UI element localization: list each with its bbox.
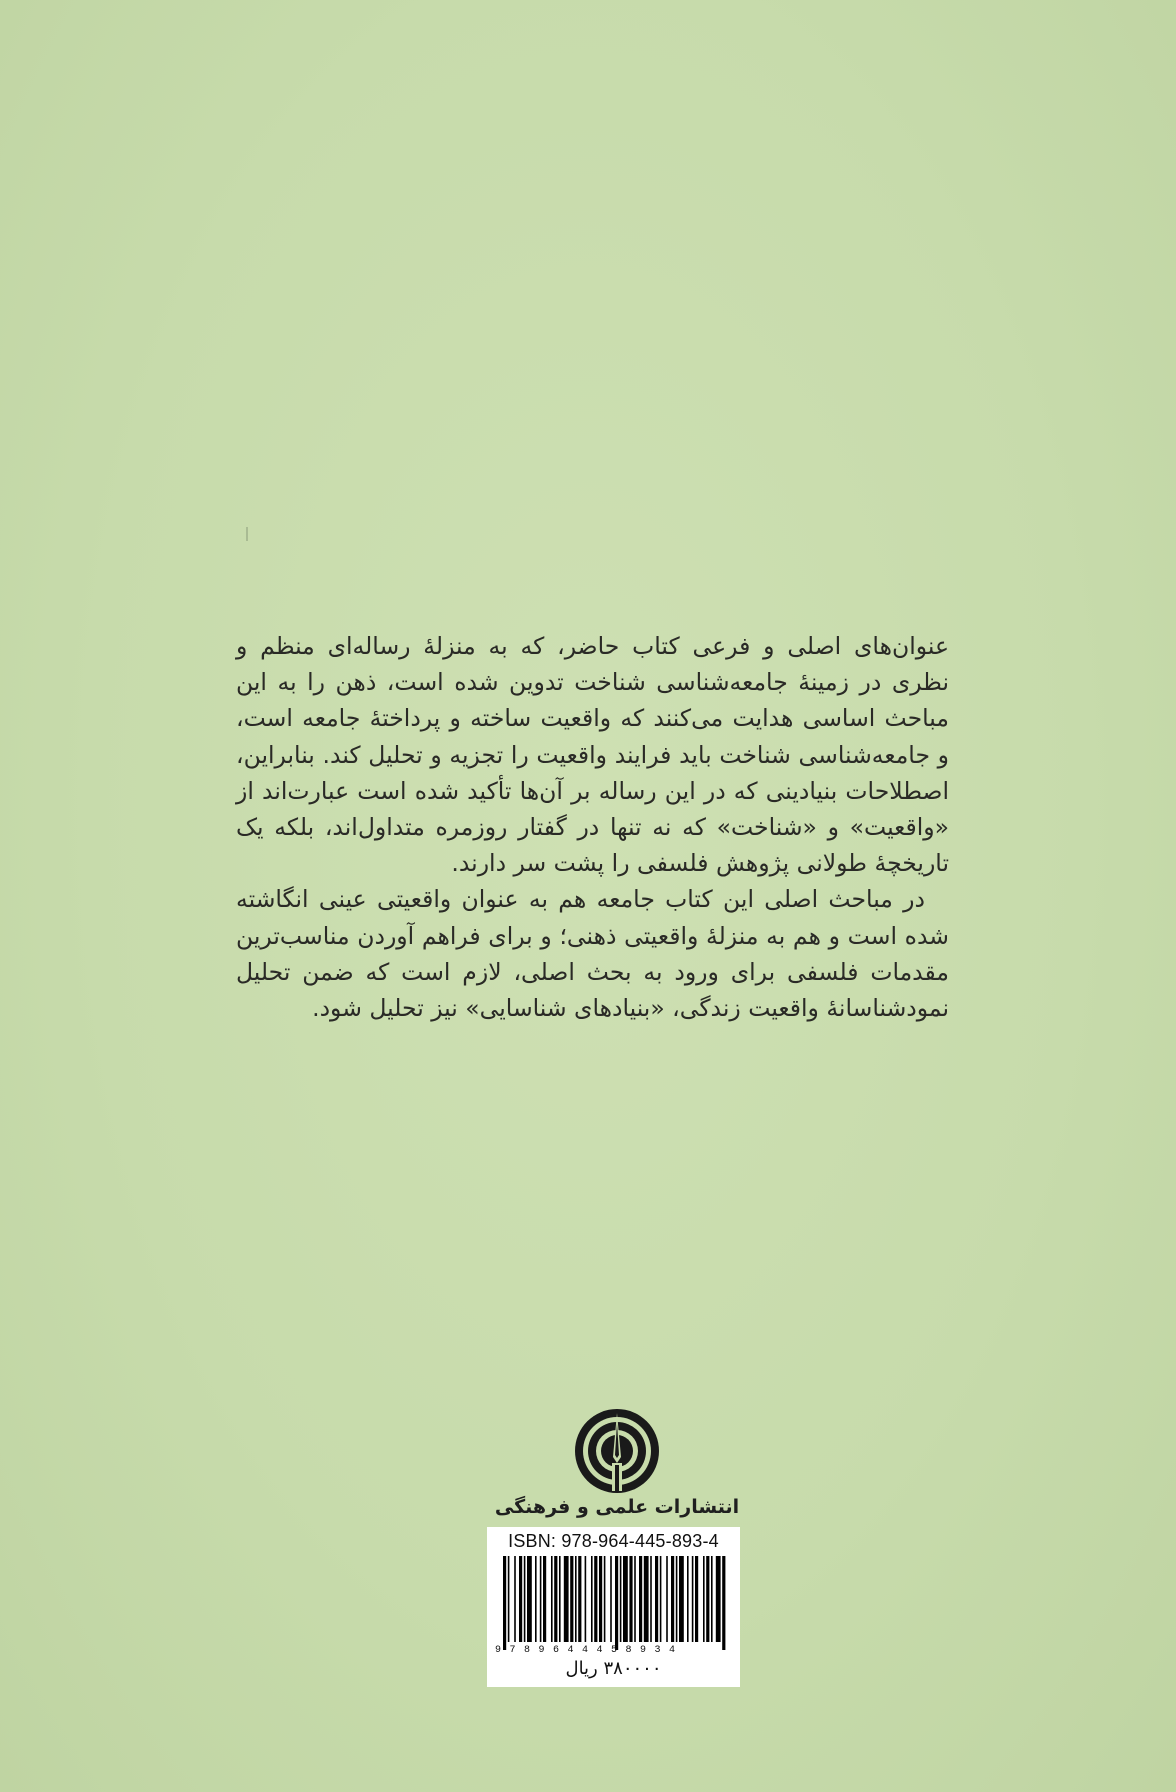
isbn-text: ISBN: 978-964-445-893-4 bbox=[508, 1531, 719, 1551]
barcode-bar bbox=[660, 1556, 662, 1642]
barcode-bar bbox=[716, 1556, 721, 1642]
blurb-text bbox=[236, 628, 949, 1026]
barcode-bar bbox=[599, 1556, 602, 1642]
barcode-bar bbox=[564, 1556, 569, 1642]
barcode-bar bbox=[527, 1556, 532, 1642]
publisher-logo-icon bbox=[573, 1407, 661, 1495]
barcode-bar bbox=[687, 1556, 689, 1642]
barcode-bar bbox=[524, 1556, 526, 1642]
barcode-bar bbox=[535, 1556, 537, 1642]
barcode-bar bbox=[679, 1556, 684, 1642]
barcode-bar bbox=[575, 1556, 577, 1642]
barcode-bar bbox=[639, 1556, 642, 1642]
barcode-bar bbox=[594, 1556, 597, 1642]
barcode-bar bbox=[559, 1556, 561, 1642]
barcode-bar bbox=[666, 1556, 668, 1642]
barcode-bar bbox=[671, 1556, 674, 1642]
barcode-bar bbox=[519, 1556, 522, 1642]
barcode-bar bbox=[722, 1556, 725, 1650]
blurb-paragraph-2: در مباحث اصلی این کتاب جامعه هم به عنوان واقعیتی عینی انگاشته شده است و هم به منزلهٔ واقعیتی ذهنی؛ و برای فراهم آوردن مناسب‌ترین مقدمات فلسفی برای ورود به بحث اصلی، لازم است که ضمن تحلیل نمودشناسانهٔ واقعیت زندگی، «بنیادهای شناسایی» نیز تحلیل شود. bbox=[236, 885, 949, 1023]
barcode-bar bbox=[711, 1556, 713, 1642]
barcode-bar bbox=[514, 1556, 516, 1642]
barcode-label bbox=[487, 1527, 740, 1687]
barcode-bar bbox=[540, 1556, 542, 1642]
barcode-bar bbox=[604, 1556, 606, 1642]
barcode-bar bbox=[610, 1556, 612, 1642]
barcode-bar bbox=[620, 1556, 622, 1642]
barcode-bar bbox=[629, 1556, 632, 1642]
barcode-digits: 9789644458934 bbox=[495, 1645, 684, 1656]
blurb-paragraph-1: عنوان‌های اصلی و فرعی کتاب حاضر، که به منزلهٔ رساله‌ای منظم و نظری در زمینهٔ جامعه‌شناسی شناخت تدوین شده است، ذهن را به این مباحث اساسی هدایت می‌کنند که واقعیت ساخته و پرداختهٔ جامعه است، و جامعه‌شناسی شناخت باید فرایند واقعیت را تجزیه و تحلیل کند. بنابراین، اصطلاحات بنیادینی که در این رساله بر آن‌ها تأکید شده است عبارت‌اند از «واقعیت» و «شناخت» که نه تنها در گفتار روزمره متداول‌اند، بلکه یک تاریخچهٔ طولانی پژوهش فلسفی را پشت سر دارند. bbox=[236, 632, 949, 878]
barcode-bar bbox=[695, 1556, 698, 1642]
print-speck bbox=[246, 527, 248, 541]
barcode-bar bbox=[644, 1556, 649, 1642]
barcode-bar bbox=[585, 1556, 587, 1642]
barcode-bar bbox=[706, 1556, 709, 1642]
barcode-bar bbox=[692, 1556, 694, 1642]
barcode-bar bbox=[591, 1556, 593, 1642]
price-text: ۳۸۰۰۰۰ ریال bbox=[565, 1658, 662, 1679]
barcode-bar bbox=[543, 1556, 546, 1642]
barcode-bar bbox=[676, 1556, 678, 1642]
barcode-bar bbox=[554, 1556, 557, 1642]
barcode-bar bbox=[570, 1556, 573, 1642]
barcode-bar bbox=[503, 1556, 506, 1650]
barcode-bar bbox=[578, 1556, 581, 1642]
barcode-bar bbox=[650, 1556, 652, 1642]
barcode-bar bbox=[703, 1556, 705, 1642]
barcode-bar bbox=[634, 1556, 636, 1642]
barcode-bar bbox=[623, 1556, 628, 1642]
barcode-bar bbox=[508, 1556, 510, 1642]
barcode-icon bbox=[503, 1556, 727, 1650]
barcode-bar bbox=[655, 1556, 658, 1642]
publisher-name: انتشارات علمی و فرهنگی bbox=[494, 1496, 740, 1518]
barcode-bar bbox=[615, 1556, 618, 1650]
barcode-bar bbox=[551, 1556, 553, 1642]
